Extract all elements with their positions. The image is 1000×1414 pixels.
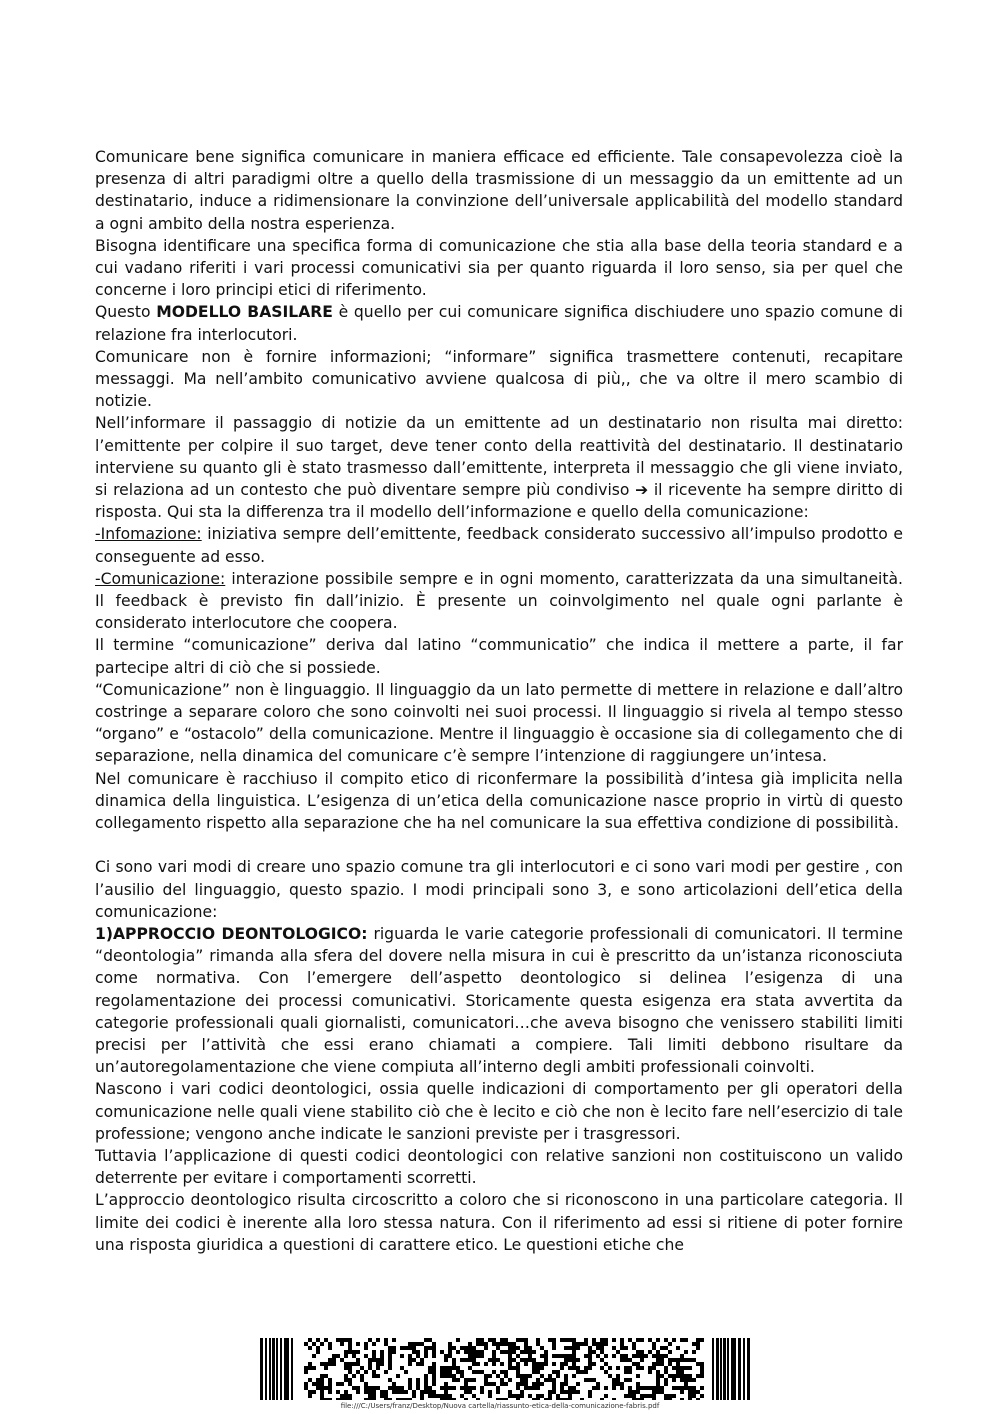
paragraph-5: Nell’informare il passaggio di notizie da un emittente ad un destinatario non risulta mai diretto: l’emittente per colpire il suo target, deve tener conto della reattività del destinatario. Il destinatario interviene su quanto gli è stato trasmesso dall’emittente, interpreta il messaggio che gli viene inviato, si relaziona ad un contesto che può diventare sempre più condiviso ➔ il ricevente ha sempre diritto di risposta. Qui sta la differenza tra il modello dell’informazione e quello della comunicazione:: [95, 414, 903, 522]
paragraph-13: Nascono i vari codici deontologici, ossia quelle indicazioni di comportamento per gli operatori della comunicazione nelle quali viene stabilito ciò che è lecito e ciò che non è lecito fare nell’esercizio di tale professione; vengono anche indicate le sanzioni previste per i trasgressori.: [95, 1080, 903, 1143]
paragraph-11: Ci sono vari modi di creare uno spazio comune tra gli interlocutori e ci sono vari modi per gestire , con l’ausilio del linguaggio, questo spazio. I modi principali sono 3, e sono articolazioni dell’etica della comunicazione:: [95, 858, 903, 921]
paragraph-15: L’approccio deontologico risulta circoscritto a coloro che si riconoscono in una particolare categoria. Il limite dei codici è inerente alla loro stessa natura. Con il riferimento ad essi si ritiene di poter fornire una risposta giuridica a questioni di carattere etico. Le questioni etiche che: [95, 1191, 903, 1254]
underlined-term: -Comunicazione:: [95, 569, 226, 588]
paragraph-8: Il termine “comunicazione” deriva dal latino “communicatio” che indica il mettere a parte, il far partecipe altri di ciò che si possiede.: [95, 636, 903, 677]
paragraph-12: 1)APPROCCIO DEONTOLOGICO: riguarda le varie categorie professionali di comunicatori. Il termine “deontologia” rimanda alla sfera del dovere nella misura in cui è prescritto da un’istanza riconosciuta come normativa. Con l’emergere dell’aspetto deontologico si delinea l’esigenza di una regolamentazione dei processi comunicativi. Storicamente questa esigenza era stata avvertita da categorie professionali quali giornalisti, comunicatori…che aveva bisogno che venissero stabiliti limiti precisi per l’attività che essi erano chiamati a compiere. Tali limiti debbono risultare da un’autoregolamentazione che viene compiuta all’interno degli ambiti professionali coinvolti.: [95, 924, 903, 1077]
paragraph-4: Comunicare non è fornire informazioni; “informare” significa trasmettere contenuti, recapitare messaggi. Ma nell’ambito comunicativo avviene qualcosa di più,, che va oltre il mero scambio di notizie.: [95, 347, 903, 411]
paragraph-14: Tuttavia l’applicazione di questi codici deontologici con relative sanzioni non costituiscono un valido deterrente per evitare i comportamenti scorretti.: [95, 1146, 903, 1188]
barcode-graphic: [260, 1338, 750, 1400]
barcode-image: [260, 1338, 750, 1400]
footer-file-path: file:///C:/Users/franz/Desktop/Nuova cartella/riassunto-etica-della-comunicazione-fabris.pdf: [340, 1402, 660, 1410]
paragraph-1: Comunicare bene significa comunicare in maniera efficace ed efficiente. Tale consapevolezza cioè la presenza di altri paradigmi oltre a quello della trasmissione di un messaggio da un emittente ad un destinatario, induce a ridimensionare la convinzione dell’universale applicabilità del modello standard a ogni ambito della nostra esperienza.: [95, 148, 903, 233]
paragraph-10: Nel comunicare è racchiuso il compito etico di riconfermare la possibilità d’intesa già implicita nella dinamica della linguistica. L’esigenza di un’etica della comunicazione nasce proprio in virtù di questo collegamento rispetto alla separazione che ha nel comunicare la sua effettiva condizione di possibilità.: [95, 769, 903, 833]
paragraph-6: -Infomazione: iniziativa sempre dell’emittente, feedback considerato successivo all’impulso prodotto e conseguente ad esso.: [95, 525, 903, 566]
paragraph-7: -Comunicazione: interazione possibile sempre e in ogni momento, caratterizzata da una simultaneità. Il feedback è previsto fin dall’inizio. È presente un coinvolgimento nel quale ogni parlante è considerato interlocutore che coopera.: [95, 569, 903, 633]
paragraph-9: “Comunicazione” non è linguaggio. Il linguaggio da un lato permette di mettere in relazione e dall’altro costringe a separare coloro che sono coinvolti nei suoi processi. Il linguaggio si rivela al tempo stesso “organo” e “ostacolo” della comunicazione. Mentre il linguaggio è occasione sia di collegamento che di separazione, nella dinamica del comunicare c’è sempre l’intenzione di raggiungere un’intesa.: [95, 680, 903, 766]
bold-heading: 1)APPROCCIO DEONTOLOGICO:: [95, 924, 368, 943]
underlined-term: -Infomazione:: [95, 525, 202, 544]
document-body: [95, 146, 903, 1256]
bold-term: MODELLO BASILARE: [156, 303, 333, 322]
paragraph-2: Bisogna identificare una specifica forma di comunicazione che stia alla base della teoria standard e a cui vadano riferiti i vari processi comunicativi sia per quanto riguarda il loro senso, sia per quel che concerne i loro principi etici di riferimento.: [95, 236, 903, 300]
paragraph-3: Questo MODELLO BASILARE è quello per cui comunicare significa dischiudere uno spazio comune di relazione fra interlocutori.: [95, 303, 903, 344]
